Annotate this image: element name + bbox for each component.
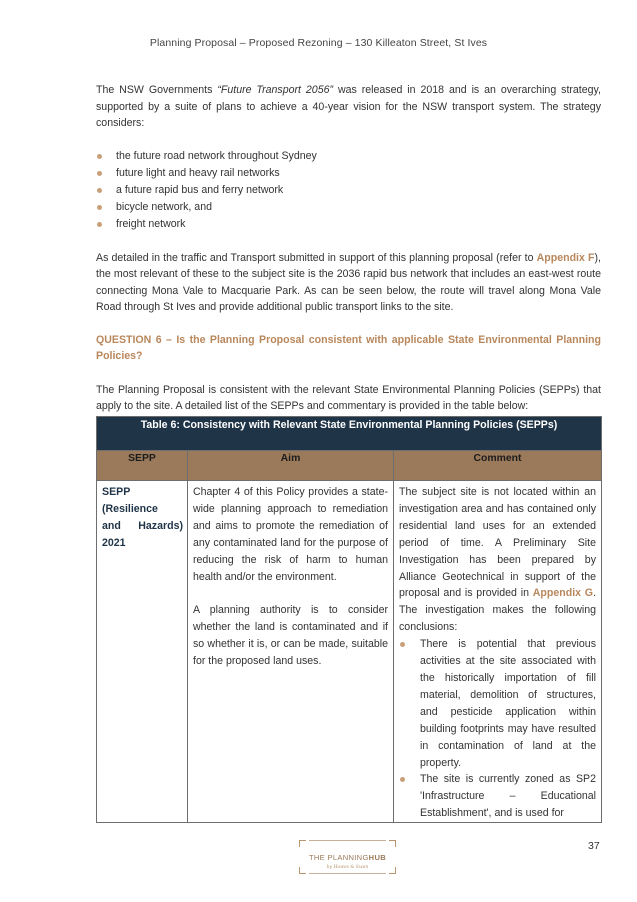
comment-suffix: . The investigation makes the following conclusions:	[399, 587, 597, 634]
aim-cell	[188, 481, 394, 823]
bullet-icon	[97, 222, 102, 227]
bullet-icon	[400, 642, 405, 647]
question-heading: QUESTION 6 – Is the Planning Proposal consistent with applicable State Environmental Planning Policies?	[96, 333, 601, 362]
page-header: Planning Proposal – Proposed Rezoning – 130 Killeaton Street, St Ives	[149, 37, 488, 49]
aim-paragraph-1: Chapter 4 of this Policy provides a state-wide planning approach to remediation and aims to promote the remediation of any contaminated land for the purpose of reducing the risk of harm to human health and/or the environment.	[193, 486, 388, 583]
list-item	[96, 148, 601, 165]
bullet-icon	[97, 205, 102, 210]
intro-doc-name: “Future Transport 2056”	[217, 84, 334, 96]
sepp-table	[96, 416, 602, 823]
intro-prefix: The NSW Governments	[96, 84, 218, 96]
bullet-icon	[400, 777, 405, 782]
conclusions-list	[399, 636, 596, 822]
list-item-text: The site is currently zoned as SP2 'Infrastructure – Educational Establishment', and is used for	[420, 773, 596, 820]
list-item-text: future light and heavy rail networks	[116, 166, 280, 179]
aim-paragraph-2: A planning authority is to consider whether the land is contaminated and if so whether it is, or can be made, suitable for the proposed land uses.	[193, 604, 388, 668]
list-item-text: freight network	[116, 217, 186, 230]
list-item-text: There is potential that previous activities at the site associated with the historically importation of fill material, demolition of structures, and pesticide application within building footprints may have resulted in contamination of land at the property.	[420, 638, 596, 769]
list-item	[96, 199, 601, 216]
bullet-icon	[97, 154, 102, 159]
appendix-f-link[interactable]: Appendix F	[536, 251, 595, 264]
sepp-name-word: and	[102, 519, 121, 532]
comment-prefix: The subject site is not located within an investigation area and has contained only residential land uses for an extended period of time. A Preliminary Site Investigation has been prepared by Alliance Geotechnical in support of the proposal and is provided in	[399, 486, 596, 600]
appendix-g-link[interactable]: Appendix G	[532, 587, 594, 600]
comment-paragraph	[399, 484, 596, 636]
table-title-row	[97, 417, 602, 451]
strategy-list	[96, 148, 601, 233]
traffic-suffix: ), the most relevant of these to the subject site is the 2036 rapid bus network that includes an east-west route connecting Mona Vale to Macquarie Park. As can be seen below, the route will travel along Mona Vale Road through St Ives and provide additional public transport links to the site.	[96, 251, 601, 313]
intro-suffix: was released in 2018 and is an overarching strategy, supported by a suite of plans to achieve a 40-year vision for the NSW transport system. The strategy considers:	[96, 84, 601, 129]
bullet-icon	[97, 171, 102, 176]
list-item	[96, 182, 601, 199]
sepp-name-word: Hazards)	[138, 519, 183, 532]
list-item-text: a future rapid bus and ferry network	[116, 183, 284, 196]
body-content	[96, 82, 601, 415]
table-row	[97, 481, 602, 823]
list-item-text: the future road network throughout Sydney	[116, 149, 317, 162]
table-title: Table 6: Consistency with Relevant State Environmental Planning Policies (SEPPs)	[97, 417, 602, 451]
logo-text: THE PLANNINGHUB	[308, 853, 387, 862]
list-item	[96, 216, 601, 233]
traffic-prefix: As detailed in the traffic and Transport submitted in support of this planning proposal (refer to	[96, 251, 537, 264]
planning-hub-logo	[299, 840, 396, 874]
table-header-row	[97, 451, 602, 481]
sepp-cell	[97, 481, 188, 823]
comment-cell	[394, 481, 602, 823]
list-item	[96, 165, 601, 182]
intro-paragraph	[96, 82, 601, 132]
list-item	[399, 771, 596, 822]
consistency-paragraph: The Planning Proposal is consistent with the relevant State Environmental Planning Policies (SEPPs) that apply to the site. A detailed list of the SEPPs and commentary is provided in the table below:	[96, 383, 601, 412]
page-number: 37	[588, 840, 600, 852]
list-item	[399, 636, 596, 771]
sepp-name-line2	[102, 518, 183, 535]
traffic-paragraph	[96, 250, 601, 316]
list-item-text: bicycle network, and	[116, 200, 212, 213]
bullet-icon	[97, 188, 102, 193]
header-comment: Comment	[394, 451, 602, 481]
sepp-name-line3: 2021	[102, 536, 126, 549]
sepp-name-line1: SEPP (Resilience	[102, 486, 158, 515]
header-aim: Aim	[188, 451, 394, 481]
header-sepp: SEPP	[97, 451, 188, 481]
logo-signature: by Hawes & Swan	[326, 865, 369, 870]
